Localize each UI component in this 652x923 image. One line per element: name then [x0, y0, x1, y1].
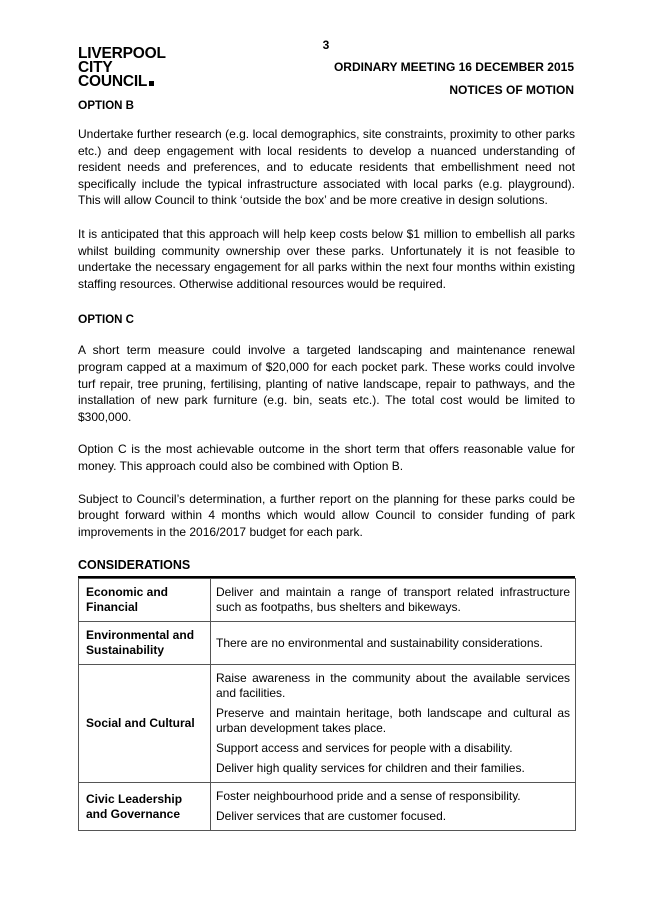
description-item: There are no environmental and sustainability considerations.: [216, 635, 543, 650]
logo-line-3: COUNCIL: [78, 75, 178, 89]
option-c-heading: OPTION C: [78, 312, 134, 327]
description-item: Preserve and maintain heritage, both landscape and cultural as urban development takes place.: [216, 706, 570, 735]
row-label: Environmental and Sustainability: [79, 622, 211, 665]
table-row: [79, 622, 576, 665]
section-title: NOTICES OF MOTION: [449, 83, 574, 97]
description-item: Raise awareness in the community about the available services and facilities.: [216, 671, 570, 700]
row-label: Economic and Financial: [79, 579, 211, 622]
page-number: 3: [322, 38, 330, 52]
document-body: [78, 98, 575, 578]
meeting-header: [334, 60, 574, 97]
logo-line-2: CITY: [78, 59, 113, 76]
liverpool-city-council-logo: [78, 47, 178, 89]
row-label: Civic Leadership and Governance: [79, 783, 211, 831]
row-description: [211, 783, 576, 831]
table-row: [79, 665, 576, 783]
option-c-paragraph-1: A short term measure could involve a targeted landscaping and maintenance renewal program capped at a maximum of $20,000 for each pocket park. These works could involve turf repair, tree pruning, fertilising, planting of native landscape, repair to pathways, and the installation of new park furniture (e.g. bin, seats etc.). The total cost would be limited to $300,000.: [78, 343, 575, 424]
meeting-title: ORDINARY MEETING 16 DECEMBER 2015: [333, 60, 574, 74]
option-c-paragraph-3: Subject to Council’s determination, a further report on the planning for these parks could be brought forward within 4 months which would allow Council to consider funding of park improvements in the 2016/2017 budget for each park.: [78, 491, 575, 539]
logo-line-1: LIVERPOOL: [78, 45, 166, 62]
row-description: [211, 579, 576, 622]
row-label: Social and Cultural: [79, 665, 211, 783]
description-item: Deliver and maintain a range of transport related infrastructure such as footpaths, bus shelters and bikeways.: [216, 585, 570, 614]
row-description: [211, 665, 576, 783]
table-row: [79, 783, 576, 831]
option-b-paragraph-1: Undertake further research (e.g. local demographics, site constraints, proximity to other parks etc.) and deep engagement with local residents to develop a nuanced understanding of resident needs and preferences, and to educate residents that embellishment need not specifically include the typical infrastructure associated with local parks (e.g. playground). This will allow Council to think ‘outside the box’ and be more creative in design solutions.: [78, 127, 575, 208]
description-item: Deliver services that are customer focused.: [216, 809, 447, 823]
description-item: Foster neighbourhood pride and a sense of responsibility.: [216, 789, 521, 803]
considerations-heading: CONSIDERATIONS: [78, 558, 575, 578]
option-b-heading: OPTION B: [78, 98, 134, 112]
table-row: [79, 579, 576, 622]
description-item: Support access and services for people with a disability.: [216, 741, 513, 755]
description-item: Deliver high quality services for children and their families.: [216, 761, 525, 775]
option-c-paragraph-2: Option C is the most achievable outcome in the short term that offers reasonable value for money. This approach could also be combined with Option B.: [78, 442, 575, 473]
option-b-paragraph-2: It is anticipated that this approach will help keep costs below $1 million to embellish all parks whilst building community ownership over these parks. Unfortunately it is not feasible to undertake the necessary engagement for all parks within the next four months within existing staffing resources. Otherwise additional resources would be required.: [78, 226, 575, 291]
considerations-table: [78, 578, 576, 831]
row-description: [211, 622, 576, 665]
logo-dot-icon: [149, 81, 154, 86]
